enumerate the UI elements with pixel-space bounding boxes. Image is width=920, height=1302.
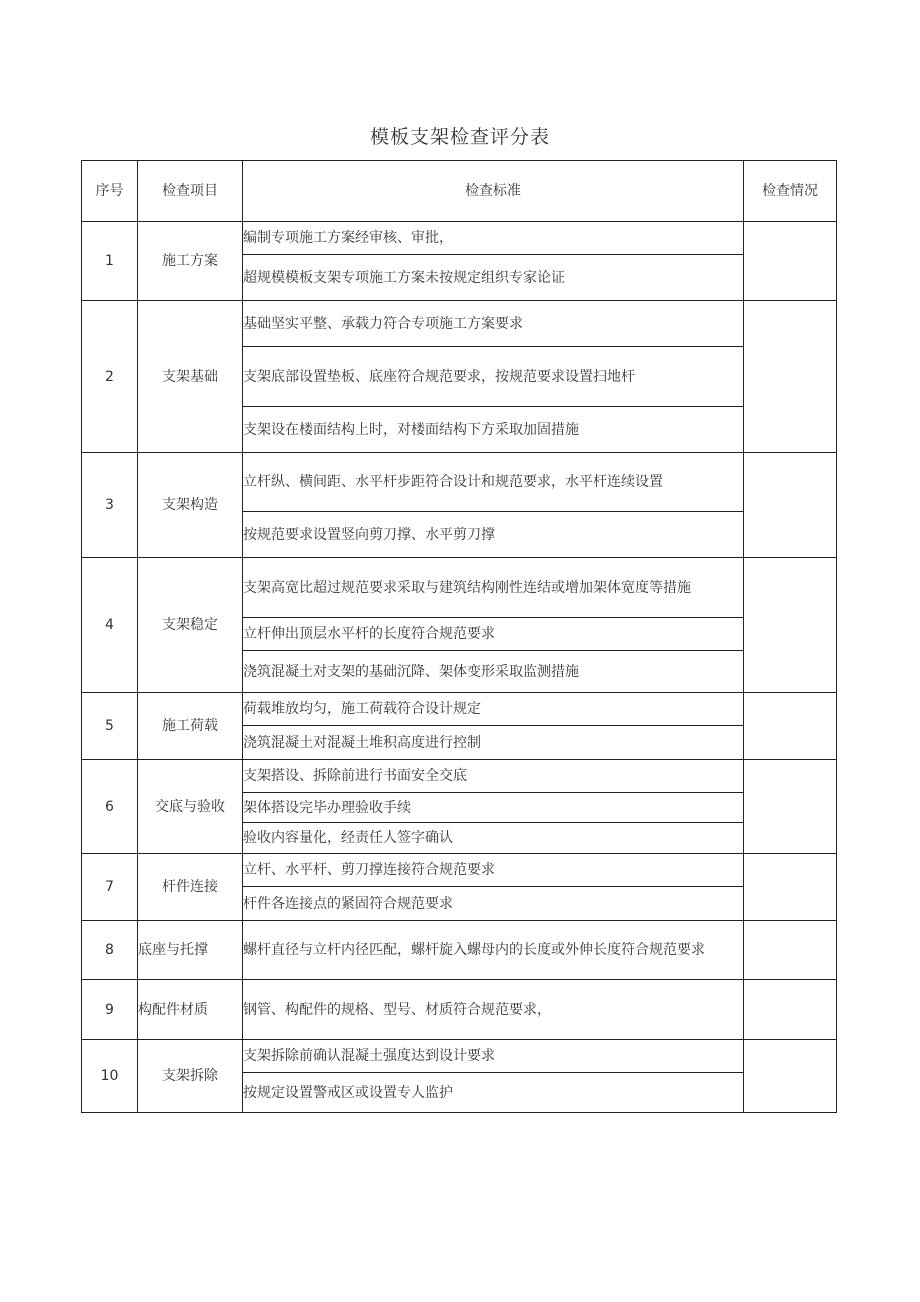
table-row [82,854,837,887]
row-number: 3 [82,453,138,558]
check-standard: 浇筑混凝土对支架的基础沉降、架体变形采取监测措施 [243,651,744,693]
table-row [82,693,837,726]
check-standard: 支架设在楼面结构上时，对楼面结构下方采取加固措施 [243,407,744,453]
check-standard: 架体搭设完毕办理验收手续 [243,793,744,823]
check-standard: 超规模模板支架专项施工方案未按规定组织专家论证 [243,255,744,301]
result-cell[interactable] [744,980,837,1040]
row-number: 9 [82,980,138,1040]
row-number: 7 [82,854,138,921]
check-standard: 浇筑混凝土对混凝土堆积高度进行控制 [243,726,744,760]
row-number: 6 [82,760,138,854]
result-cell[interactable] [744,301,837,453]
check-item: 支架基础 [138,301,243,453]
check-standard: 杆件各连接点的紧固符合规范要求 [243,887,744,921]
check-item: 支架稳定 [138,558,243,693]
check-standard: 立杆、水平杆、剪刀撑连接符合规范要求 [243,854,744,887]
row-number: 10 [82,1040,138,1113]
check-standard: 编制专项施工方案经审核、审批， [243,222,744,255]
row-number: 1 [82,222,138,301]
row-number: 5 [82,693,138,760]
document-title: 模板支架检查评分表 [369,126,550,148]
check-standard: 基础坚实平整、承载力符合专项施工方案要求 [243,301,744,347]
inspection-table [81,160,837,1113]
result-cell[interactable] [744,693,837,760]
table-row [82,980,837,1040]
result-cell[interactable] [744,222,837,301]
check-item: 杆件连接 [138,854,243,921]
result-cell[interactable] [744,921,837,980]
table-row [82,301,837,347]
header-standard: 检查标准 [243,161,744,222]
check-item: 支架拆除 [138,1040,243,1113]
check-item: 施工方案 [138,222,243,301]
check-standard: 荷载堆放均匀，施工荷载符合设计规定 [243,693,744,726]
result-cell[interactable] [744,558,837,693]
check-standard: 立杆纵、横间距、水平杆步距符合设计和规范要求，水平杆连续设置 [243,453,744,512]
check-item: 施工荷载 [138,693,243,760]
table-row [82,453,837,512]
check-standard: 支架高宽比超过规范要求采取与建筑结构刚性连结或增加架体宽度等措施 [243,558,744,618]
row-number: 8 [82,921,138,980]
header-no: 序号 [82,161,138,222]
check-standard: 支架底部设置垫板、底座符合规范要求，按规范要求设置扫地杆 [243,347,744,407]
check-standard: 按规定设置警戒区或设置专人监护 [243,1073,744,1113]
check-standard: 立杆伸出顶层水平杆的长度符合规范要求 [243,618,744,651]
check-standard: 钢管、构配件的规格、型号、材质符合规范要求， [243,980,744,1040]
check-standard: 支架搭设、拆除前进行书面安全交底 [243,760,744,793]
check-standard: 验收内容量化，经责任人签字确认 [243,823,744,854]
row-number: 4 [82,558,138,693]
check-item: 交底与验收 [138,760,243,854]
row-number: 2 [82,301,138,453]
result-cell[interactable] [744,854,837,921]
result-cell[interactable] [744,760,837,854]
check-standard: 支架拆除前确认混凝土强度达到设计要求 [243,1040,744,1073]
table-row [82,558,837,618]
header-row [82,161,837,222]
result-cell[interactable] [744,1040,837,1113]
table-row [82,222,837,255]
check-item: 支架构造 [138,453,243,558]
header-result: 检查情况 [744,161,837,222]
result-cell[interactable] [744,453,837,558]
table-row [82,1040,837,1073]
header-item: 检查项目 [138,161,243,222]
check-standard: 按规范要求设置竖向剪刀撑、水平剪刀撑 [243,512,744,558]
table-row [82,921,837,980]
check-item: 底座与托撑 [138,921,243,980]
table-row [82,760,837,793]
check-standard: 螺杆直径与立杆内径匹配，螺杆旋入螺母内的长度或外伸长度符合规范要求 [243,921,744,980]
check-item: 构配件材质 [138,980,243,1040]
